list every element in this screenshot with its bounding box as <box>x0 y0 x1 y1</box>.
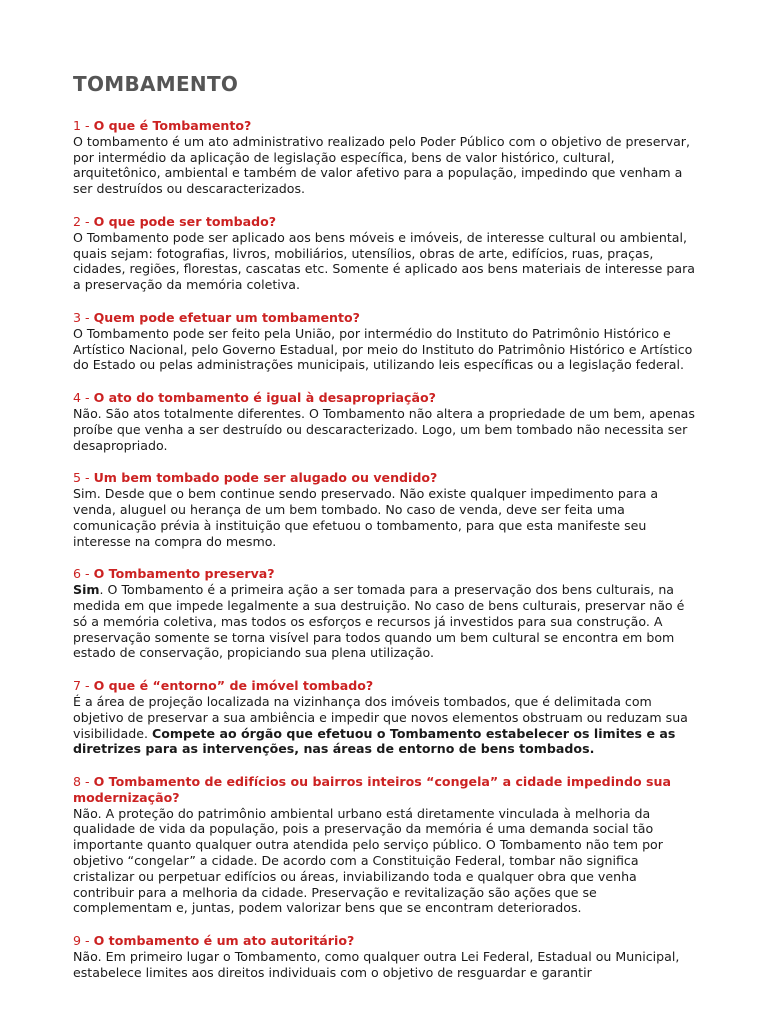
question-number: 9 - <box>73 933 94 949</box>
question-heading <box>73 390 698 406</box>
question-number: 7 - <box>73 678 94 694</box>
question-number: 6 - <box>73 566 94 582</box>
question-text: Quem pode efetuar um tombamento? <box>93 309 360 325</box>
answer-text <box>73 694 698 757</box>
answer-body: O Tombamento pode ser aplicado aos bens móveis e imóveis, de interesse cultural ou ambiental, quais sejam: fotografias, livros, mobiliários, utensílios, obras de arte, edifícios, ruas, praças, cidades, regiões, florestas, cascatas etc. Somente é aplicado aos bens materiais de interesse para a preservação da memória coletiva. <box>73 229 695 293</box>
question-number: 2 - <box>73 213 94 229</box>
answer-text <box>73 806 698 917</box>
qa-section-9 <box>73 933 698 980</box>
question-text: O Tombamento de edifícios ou bairros inteiros “congela” a cidade impedindo sua modernização? <box>73 774 671 805</box>
page-title: TOMBAMENTO <box>73 72 239 96</box>
qa-section-2 <box>73 214 698 293</box>
answer-body: Sim. Desde que o bem continue sendo preservado. Não existe qualquer impedimento para a venda, aluguel ou herança de um bem tombado. No caso de venda, deve ser feita uma comunicação prévia à instituição que efetuou o tombamento, para que esta manifeste seu interesse na compra do mesmo. <box>73 486 659 549</box>
answer-text <box>73 582 698 661</box>
question-heading <box>73 933 698 949</box>
qa-section-4 <box>73 390 698 453</box>
qa-section-8 <box>73 774 698 916</box>
answer-body: Não. São atos totalmente diferentes. O Tombamento não altera a propriedade de um bem, apenas proíbe que venha a ser destruído ou descaracterizado. Logo, um bem tombado não necessita ser desapropriado. <box>73 405 695 453</box>
question-number: 5 - <box>73 470 94 486</box>
answer-body: É a área de projeção localizada na vizinhança dos imóveis tombados, que é delimitada com objetivo de preservar a sua ambiência e impedir que novos elementos obstruam ou reduzam sua visibilidade. <box>73 693 688 741</box>
question-heading <box>73 310 698 326</box>
answer-text <box>73 949 698 981</box>
answer-body: . O Tombamento é a primeira ação a ser tomada para a preservação dos bens culturais, na medida em que impede legalmente a sua destruição. No caso de bens culturais, preservar não é só a memória coletiva, mas todos os esforços e recursos já investidos para sua construção. A preservação somente se torna visível para todos quando um bem cultural se encontra em bom estado de conservação, propiciando sua plena utilização. <box>73 582 685 661</box>
qa-section-5 <box>73 470 698 549</box>
answer-body: Não. Em primeiro lugar o Tombamento, como qualquer outra Lei Federal, Estadual ou Municipal, estabelece limites aos direitos individuais com o objetivo de resguardar e garantir <box>73 949 680 980</box>
answer-text <box>73 406 698 453</box>
question-heading <box>73 470 698 486</box>
answer-bold-lead: Sim <box>73 582 100 598</box>
question-heading <box>73 566 698 582</box>
answer-text <box>73 326 698 373</box>
question-number: 1 - <box>73 118 94 133</box>
answer-body: Não. A proteção do patrimônio ambiental urbano está diretamente vinculada à melhoria da qualidade de vida da população, pois a preservação da memória é uma demanda social tão importante quanto qualquer outra atendida pelo serviço público. O Tombamento não tem por objetivo “congelar” a cidade. De acordo com a Constituição Federal, tombar não significa cristalizar ou perpetuar edifícios ou áreas, inviabilizando toda e qualquer obra que venha contribuir para a melhoria da cidade. Preservação e revitalização são ações que se complementam e, juntas, podem valorizar bens que se encontram deteriorados. <box>73 805 663 916</box>
question-heading <box>73 214 698 230</box>
question-heading <box>73 774 698 806</box>
qa-section-6 <box>73 566 698 661</box>
question-text: O tombamento é um ato autoritário? <box>93 933 355 949</box>
question-text: O ato do tombamento é igual à desapropriação? <box>93 390 436 406</box>
question-heading <box>73 678 698 694</box>
question-text: O que é “entorno” de imóvel tombado? <box>93 678 374 694</box>
question-number: 4 - <box>73 390 94 406</box>
question-text: O que é Tombamento? <box>93 118 252 133</box>
question-number: 3 - <box>73 309 94 325</box>
qa-section-3 <box>73 310 698 373</box>
question-number: 8 - <box>73 774 94 790</box>
question-text: Um bem tombado pode ser alugado ou vendido? <box>93 470 438 486</box>
answer-text <box>73 486 698 549</box>
qa-section-7 <box>73 678 698 757</box>
answer-body: O tombamento é um ato administrativo realizado pelo Poder Público com o objetivo de preservar, por intermédio da aplicação de legislação específica, bens de valor histórico, cultural, arquitetônico, ambiental e também de valor afetivo para a população, impedindo que venham a ser destruídos ou descaracterizados. <box>73 133 690 197</box>
answer-text <box>73 230 698 293</box>
answer-body: O Tombamento pode ser feito pela União, por intermédio do Instituto do Patrimônio Histórico e Artístico Nacional, pelo Governo Estadual, por meio do Instituto do Patrimônio Histórico e Artístico do Estado ou pelas administrações municipais, utilizando leis específicas ou a legislação federal. <box>73 325 693 373</box>
question-heading <box>73 118 698 134</box>
answer-bold-tail: Compete ao órgão que efetuou o Tombamento estabelecer os limites e as diretrizes para as intervenções, nas áreas de entorno de bens tombados. <box>73 725 676 757</box>
qa-section-1 <box>73 118 698 197</box>
question-text: O Tombamento preserva? <box>93 566 275 582</box>
question-text: O que pode ser tombado? <box>93 213 277 229</box>
answer-text <box>73 134 698 197</box>
